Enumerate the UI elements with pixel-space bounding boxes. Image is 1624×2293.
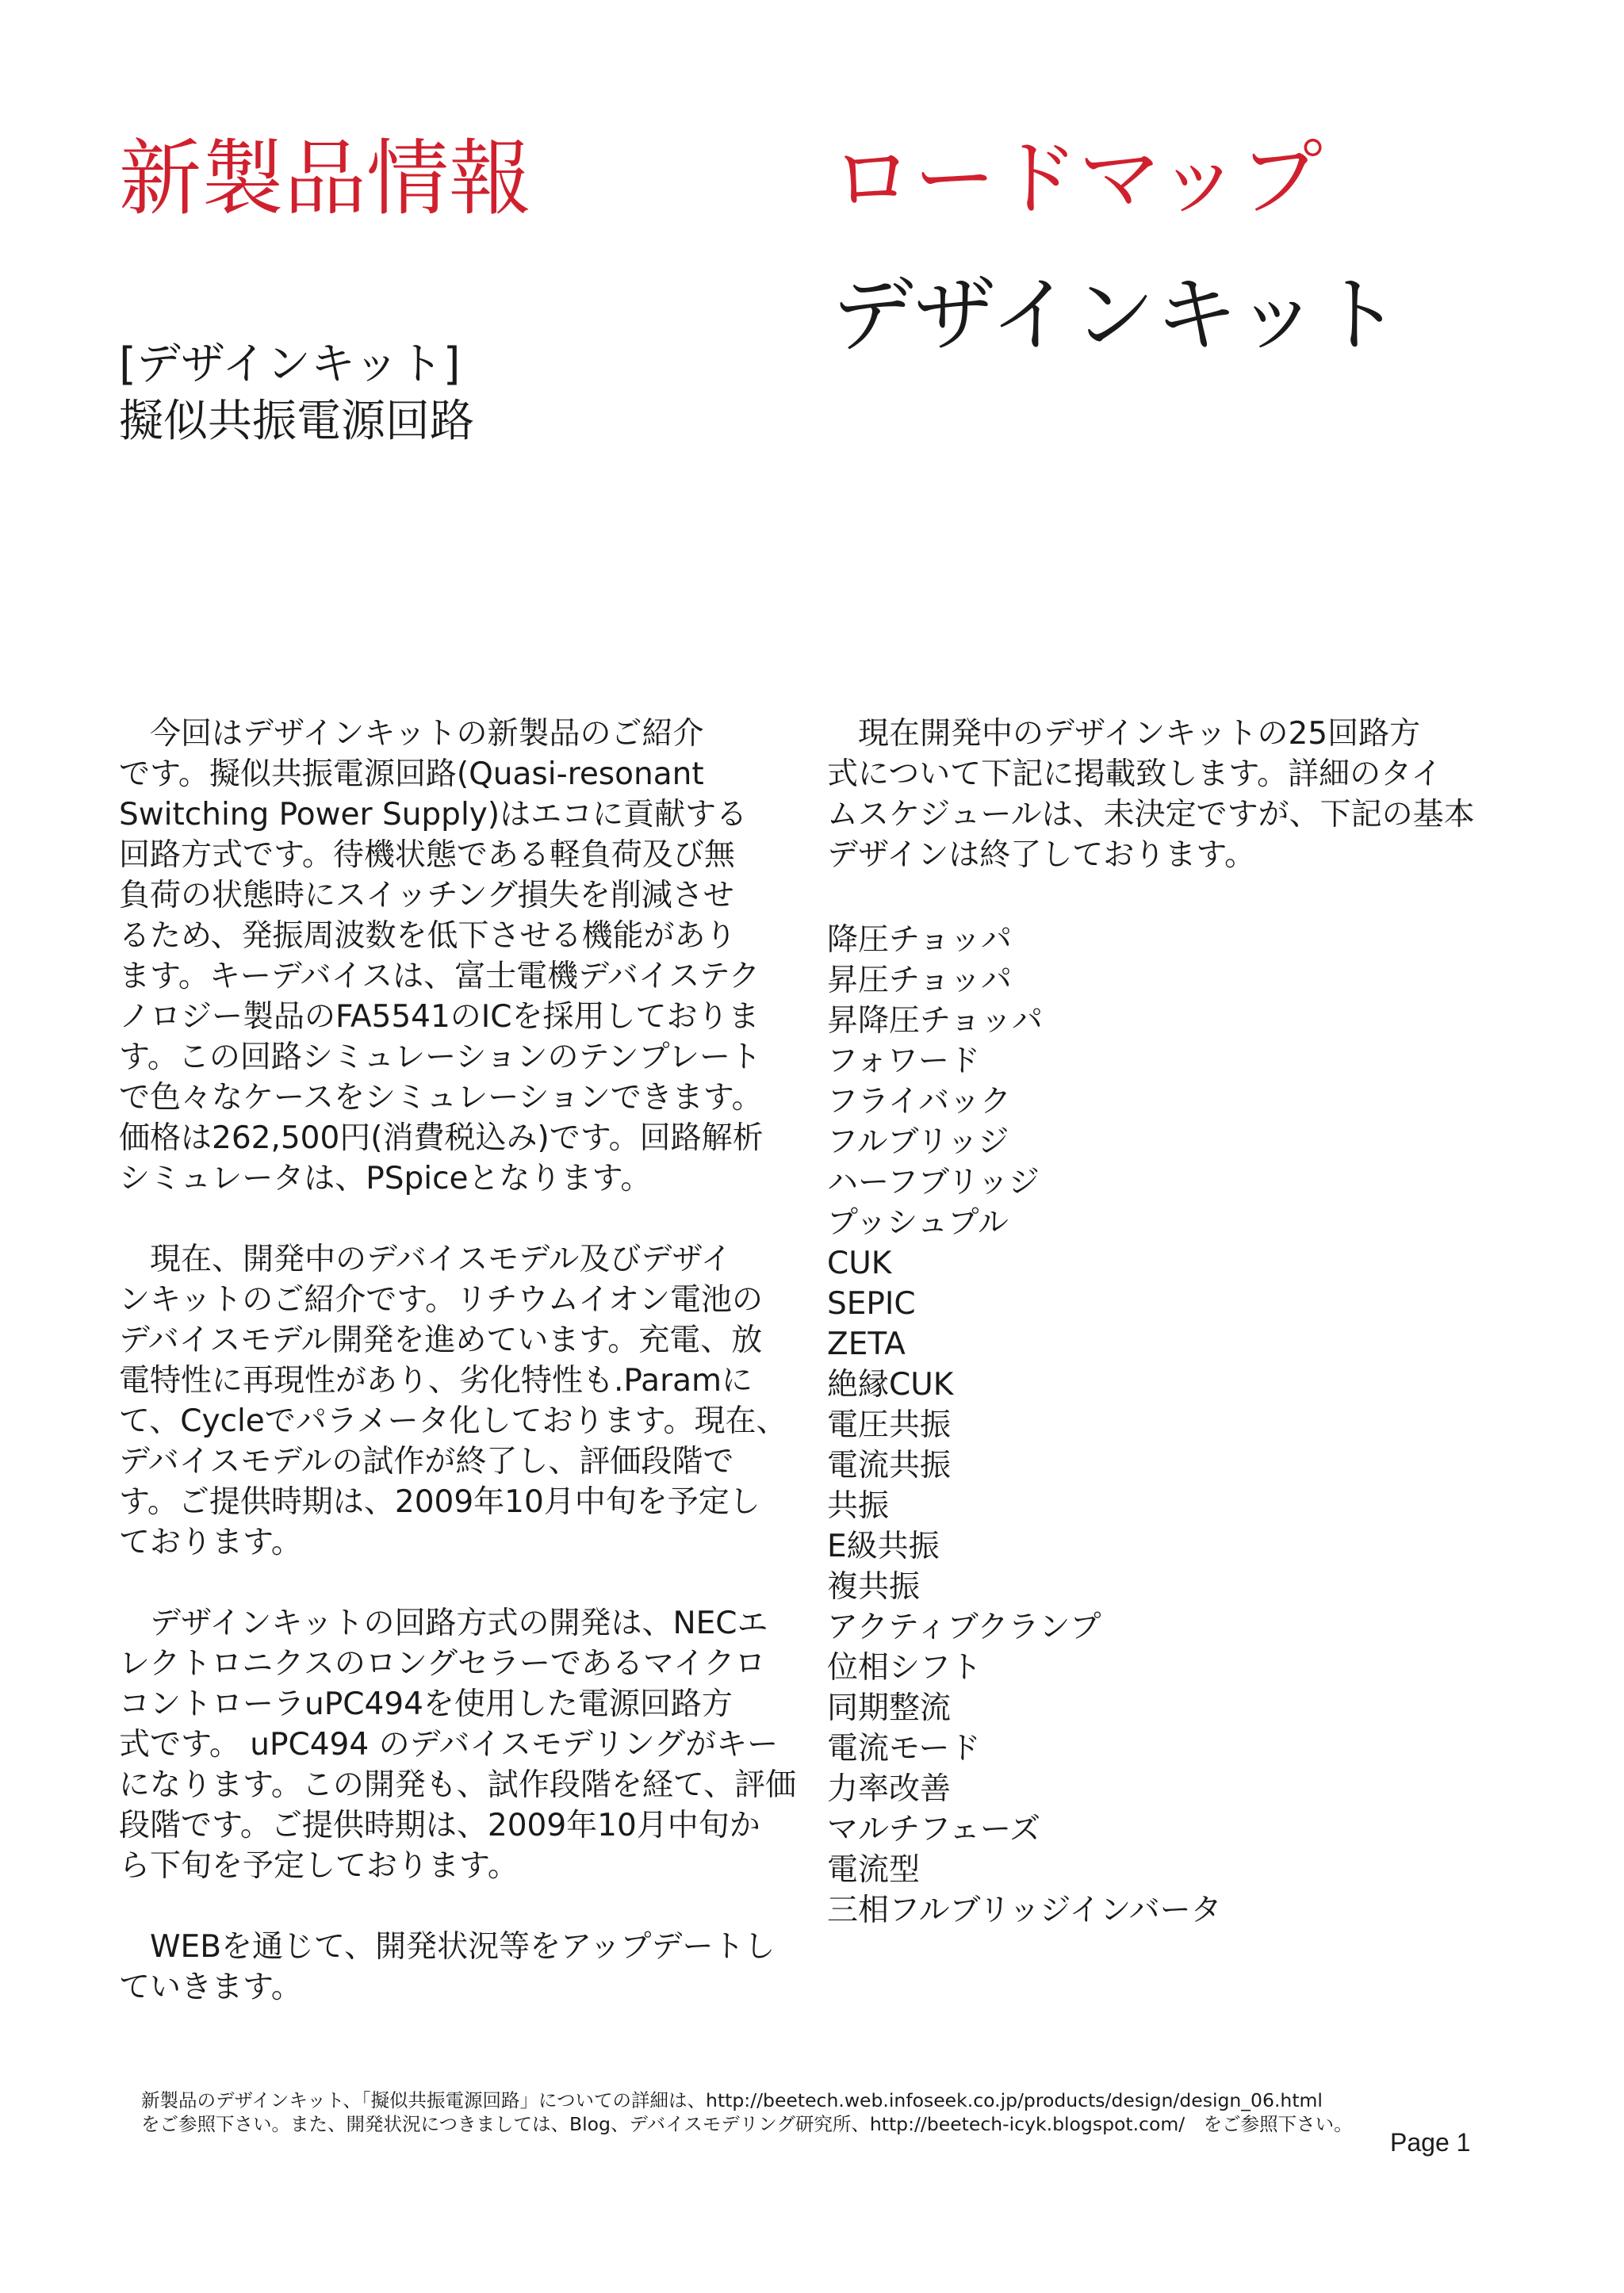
circuit-list-item: フライバック [827,1084,1012,1120]
circuit-list-item: 力率改善 [827,1771,952,1807]
text-line: 段階です。ご提供時期は、2009年10月中旬か [119,1808,760,1843]
circuit-list-item: 昇降圧チョッパ [827,1003,1043,1039]
text-line: 式について下記に掲載致します。詳細のタイ [827,756,1442,792]
text-line: 価格は262,500円(消費税込み)です。回路解析 [119,1120,764,1156]
circuit-list-item: 位相シフト [827,1650,982,1686]
paragraph-web-updates [119,1927,793,2008]
circuit-list-item: 同期整流 [827,1690,952,1726]
text-line: 負荷の状態時にスイッチング損失を削減させ [119,878,734,913]
paragraph-spacer [119,1199,793,1239]
circuit-list-item: 複共振 [827,1569,921,1605]
text-line: 現在、開発中のデバイスモデル及びデザイ [119,1242,732,1277]
circuit-list-item: SEPIC [827,1286,916,1322]
circuit-list-item: 三相フルブリッジインバータ [827,1893,1222,1928]
footer-note [141,2088,1353,2136]
circuit-list-item: 共振 [827,1488,890,1524]
circuit-list [827,920,1541,1931]
circuit-list-item: 電流型 [827,1852,921,1888]
paragraph-device-models [119,1239,793,1563]
text-line: デザインは終了しております。 [827,837,1256,873]
text-line: ます。キーデバイスは、富士電機デバイステク [119,959,760,994]
footer-note-line: 新製品のデザインキット、「擬似共振電源回路」についての詳細は、http://beetech.web.infoseek.co.jp/products/design/design_06.html [141,2089,1323,2111]
text-line: 式です。 uPC494 のデバイスモデリングがキー [119,1727,779,1763]
circuit-list-item: 電圧共振 [827,1407,952,1443]
paragraph-intro [119,714,793,1199]
text-line: WEBを通じて、開発状況等をアップデートし [119,1929,776,1965]
text-line: デバイスモデルの試作が終了し、評価段階で [119,1444,734,1480]
product-subtitle [119,336,474,450]
text-line: ンキットのご紹介です。リチウムイオン電池の [119,1282,763,1318]
footer-note-line: をご参照下さい。また、開発状況につきましては、Blog、デバイスモデリング研究所、http://beetech-icyk.blogspot.com/ をご参照下さい。 [141,2113,1353,2135]
new-products-title: 新製品情報 [119,130,532,227]
circuit-list-item: マルチフェーズ [827,1812,1041,1847]
circuit-list-item: ハーフブリッジ [827,1165,1040,1200]
circuit-list-item: 絶縁CUK [827,1367,954,1403]
page-number: Page 1 [1390,2128,1471,2157]
circuit-list-item: 電流共振 [827,1448,952,1483]
subtitle-line: 擬似共振電源回路 [119,396,474,447]
text-line: す。この回路シミュレーションのテンプレート [119,1039,762,1075]
text-line: 今回はデザインキットの新製品のご紹介 [119,716,704,752]
text-line: ております。 [119,1525,302,1560]
text-line: るため、発振周波数を低下させる機能があり [119,918,737,954]
paragraph-spacer [119,1886,793,1927]
text-line: デバイスモデル開発を進めています。充電、放 [119,1323,763,1358]
text-line: ムスケジュールは、未決定ですが、下記の基本 [827,797,1475,833]
text-line: す。ご提供時期は、2009年10月中旬を予定し [119,1484,760,1520]
new-products-body [119,714,797,2008]
circuit-list-item: フルブリッジ [827,1124,1009,1160]
text-line: 現在開発中のデザインキットの25回路方 [827,716,1421,752]
text-line: で色々なケースをシミュレーションできます。 [119,1080,763,1116]
circuit-list-item: 昇圧チョッパ [827,963,1012,998]
circuit-list-item: アクティブクランプ [827,1610,1101,1645]
circuit-list-item: フォワード [827,1043,981,1079]
text-line: Switching Power Supply)はエコに貢献する [119,797,748,833]
text-line: デザインキットの回路方式の開発は、NECエ [119,1606,768,1641]
paragraph-upc494 [119,1603,797,1886]
circuit-list-item: E級共振 [827,1529,940,1564]
text-line: シミュレータは、PSpiceとなります。 [119,1161,652,1196]
text-line: コントローラuPC494を使用した電源回路方 [119,1686,733,1722]
roadmap-intro [827,714,1541,875]
text-line: ていきます。 [119,1970,302,2005]
text-line: 回路方式です。待機状態である軽負荷及び無 [119,837,735,873]
design-kit-heading: デザインキット [831,266,1401,363]
circuit-list-item: プッシュプル [827,1205,1009,1241]
paragraph-spacer [119,1563,793,1603]
circuit-list-item: 電流モード [827,1731,981,1767]
text-line: になります。この開発も、試作段階を経て、評価 [119,1767,797,1803]
circuit-list-item: 降圧チョッパ [827,922,1012,958]
circuit-list-item: CUK [827,1246,892,1281]
text-line: 電特性に再現性があり、劣化特性も.Paramに [119,1363,753,1399]
circuit-list-item: ZETA [827,1326,906,1362]
text-line: て、Cycleでパラメータ化しております。現在、 [119,1403,787,1439]
text-line: です。擬似共振電源回路(Quasi-resonant [119,756,704,792]
text-line: ら下旬を予定しております。 [119,1848,519,1884]
roadmap-title: ロードマップ [831,130,1323,227]
text-line: ノロジー製品のFA5541のICを採用しておりま [119,999,760,1035]
subtitle-line: [デザインキット] [119,339,461,390]
text-line: レクトロニクスのロングセラーであるマイクロ [119,1646,766,1682]
